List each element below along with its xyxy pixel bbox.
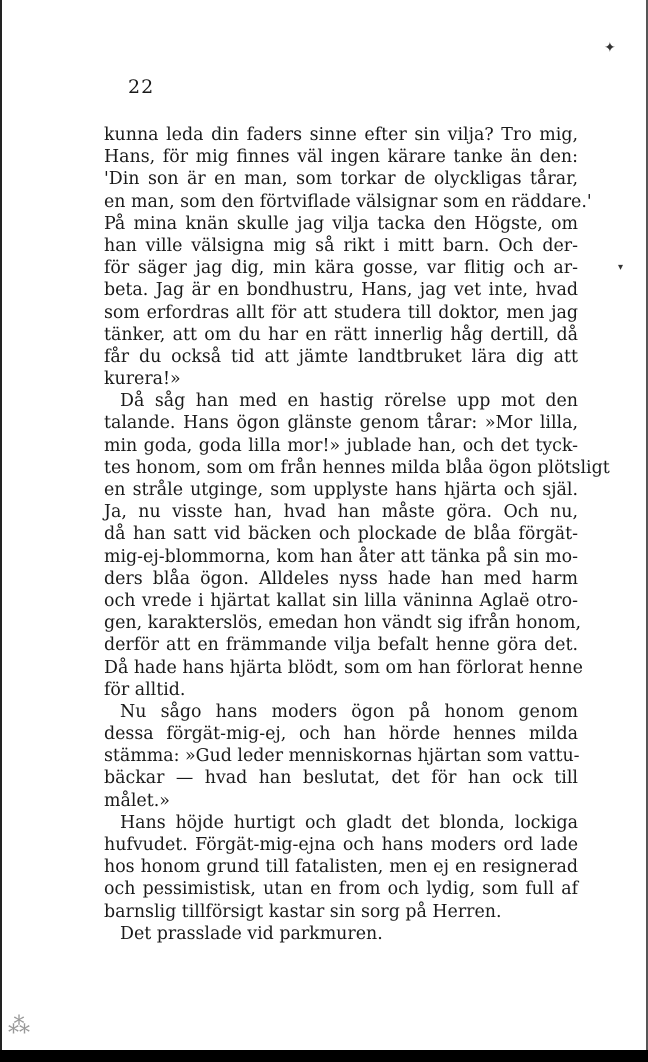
text-line: talande. Hans ögon glänste genom tårar: »Mor lilla, — [104, 413, 578, 434]
scan-bottom-border — [0, 1050, 648, 1062]
text-line: beta. Jag är en bondhustru, Hans, jag vet inte, hvad — [104, 280, 578, 301]
body-text — [104, 124, 610, 945]
text-line: mig-ej-blommorna, kom han åter att tänka på sin mo- — [104, 546, 578, 567]
text-line: en man, som den förtviflade välsignar som en räddare.' — [104, 191, 592, 212]
text-line: får du också tid att jämte landtbruket lära dig att — [104, 346, 578, 367]
text-line: och vrede i hjärtat kallat sin lilla väninna Aglaë otro- — [104, 590, 578, 611]
text-line: Det prasslade vid parkmuren. — [120, 923, 383, 944]
scan-stain-icon: ⁂ — [8, 1014, 30, 1039]
text-line: tänker, att om du har en rätt innerlig håg dertill, då — [104, 324, 578, 345]
text-line: dessa förgät-mig-ej, och han hörde hennes milda — [104, 724, 578, 745]
text-line: stämma: »Gud leder menniskornas hjärtan som vattu- — [104, 746, 580, 767]
scan-speck-icon: ▾ — [618, 262, 624, 273]
text-line: min goda, goda lilla mor!» jublade han, och det tyck- — [104, 435, 578, 456]
text-line: Då hade hans hjärta blödt, som om han förlorat henne — [104, 657, 583, 678]
text-line: för säger jag dig, min kära gosse, var flitig och ar- — [104, 258, 578, 279]
text-line: På mina knän skulle jag vilja tacka den Högste, om — [104, 213, 578, 234]
text-line: en stråle utginge, som upplyste hans hjärta och själ. — [104, 480, 578, 500]
text-line: ders blåa ögon. Alldeles nyss hade han med harm — [104, 568, 578, 589]
text-line: Nu sågo hans moders ögon på honom genom — [120, 701, 578, 722]
text-line: bäckar — hvad han beslutat, det för han ock till — [104, 768, 578, 789]
text-line: hos honom grund till fatalisten, men ej en resignerad — [104, 857, 578, 878]
scan-speck-icon: ✦ — [604, 40, 616, 56]
text-line: Då såg han med en hastig rörelse upp mot den — [120, 391, 578, 412]
text-line: som erfordras allt för att studera till doktor, men jag — [104, 302, 578, 323]
text-line: hufvudet. Förgät-mig-ejna och hans moders ord lade — [104, 835, 578, 855]
text-line: 'Din son är en man, som torkar de olyckligas tårar, — [104, 169, 578, 190]
text-line: derför att en främmande vilja befalt henne göra det. — [104, 635, 578, 656]
scan-left-edge — [0, 0, 2, 1062]
text-line: för alltid. — [104, 679, 186, 700]
text-line: Hans höjde hurtigt och gladt det blonda, lockiga — [120, 812, 578, 833]
text-line: gen, karakterslös, emedan hon vändt sig ifrån honom, — [104, 613, 581, 634]
text-line: Ja, nu visste han, hvad han måste göra. Och nu, — [104, 502, 578, 523]
text-line: kunna leda din faders sinne efter sin vilja? Tro mig, — [104, 125, 578, 145]
page-number: 22 — [128, 76, 155, 98]
text-line: målet.» — [104, 790, 170, 811]
text-line: han ville välsigna mig så rikt i mitt barn. Och der- — [104, 235, 578, 256]
text-line: tes honom, som om från hennes milda blåa ögon plötsligt — [104, 457, 610, 478]
text-line: barnslig tillförsigt kastar sin sorg på Herren. — [104, 901, 502, 922]
text-line: då han satt vid bäcken och plockade de blåa förgät- — [104, 524, 578, 545]
text-line: och pessimistisk, utan en from och lydig, som full af — [104, 879, 578, 900]
text-line: kurera!» — [104, 369, 181, 390]
text-line: Hans, för mig finnes väl ingen kärare tanke än den: — [104, 147, 578, 168]
